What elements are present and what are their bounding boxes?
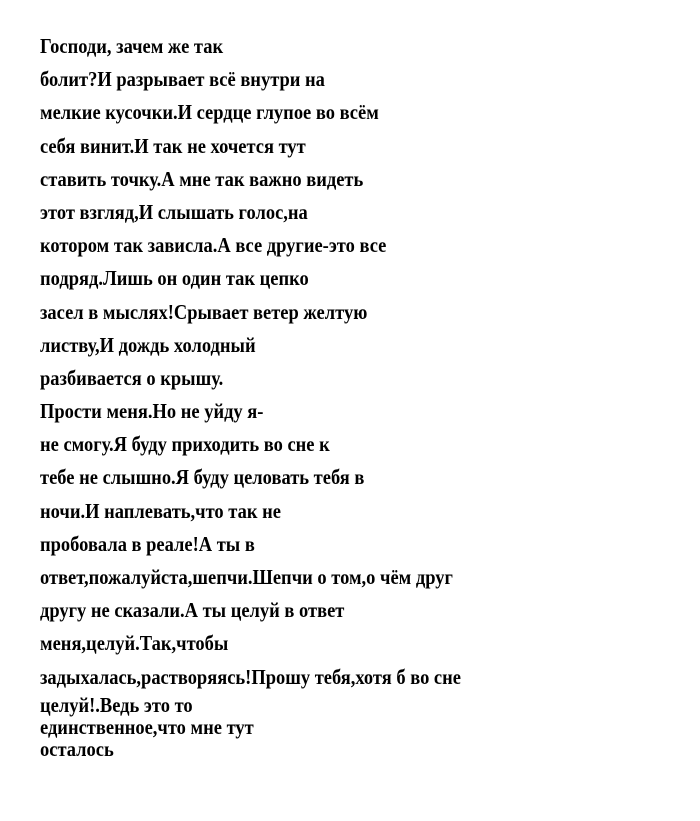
poem-line: Прости меня.Но не уйду я- — [40, 399, 264, 424]
poem-line: ответ,пожалуйста,шепчи.Шепчи о том,о чём друг — [40, 565, 453, 589]
poem-line: мелкие кусочки.И сердце глупое во всём — [40, 100, 379, 125]
poem-line: пробовала в реале!А ты в — [40, 531, 255, 556]
poem-line: листву,И дождь холодный — [40, 332, 256, 357]
poem-line: подряд.Лишь он один так цепко — [40, 266, 309, 291]
poem-line: другу не сказали.А ты целуй в ответ — [40, 598, 345, 623]
poem-line: болит?И разрывает всё внутри на — [40, 67, 325, 92]
poem-line: осталось — [40, 736, 114, 761]
poem-line: меня,целуй.Так,чтобы — [40, 631, 229, 656]
poem-line: засел в мыслях!Срывает ветер желтую — [40, 299, 368, 324]
poem-line: тебе не слышно.Я буду целовать тебя в — [40, 465, 365, 490]
poem-line: себя винит.И так не хочется тут — [40, 133, 306, 158]
poem-line: целуй!.Ведь это то — [40, 692, 193, 717]
poem-line: разбивается о крышу. — [40, 365, 224, 390]
poem-line: не смогу.Я буду приходить во сне к — [40, 432, 330, 457]
poem-line: котором так зависла.А все другие-это все — [40, 233, 387, 258]
poem-line: этот взгляд,И слышать голос,на — [40, 199, 308, 224]
poem-line: ночи.И наплевать,что так не — [40, 498, 281, 523]
poem-line: единственное,что мне тут — [40, 714, 254, 739]
poem-line: задыхалась,растворяясь!Прошу тебя,хотя б во сне — [40, 664, 461, 689]
poem-text — [40, 30, 603, 760]
poem-line: ставить точку.А мне так важно видеть — [40, 166, 364, 191]
poem-line: Господи, зачем же так — [40, 34, 224, 58]
